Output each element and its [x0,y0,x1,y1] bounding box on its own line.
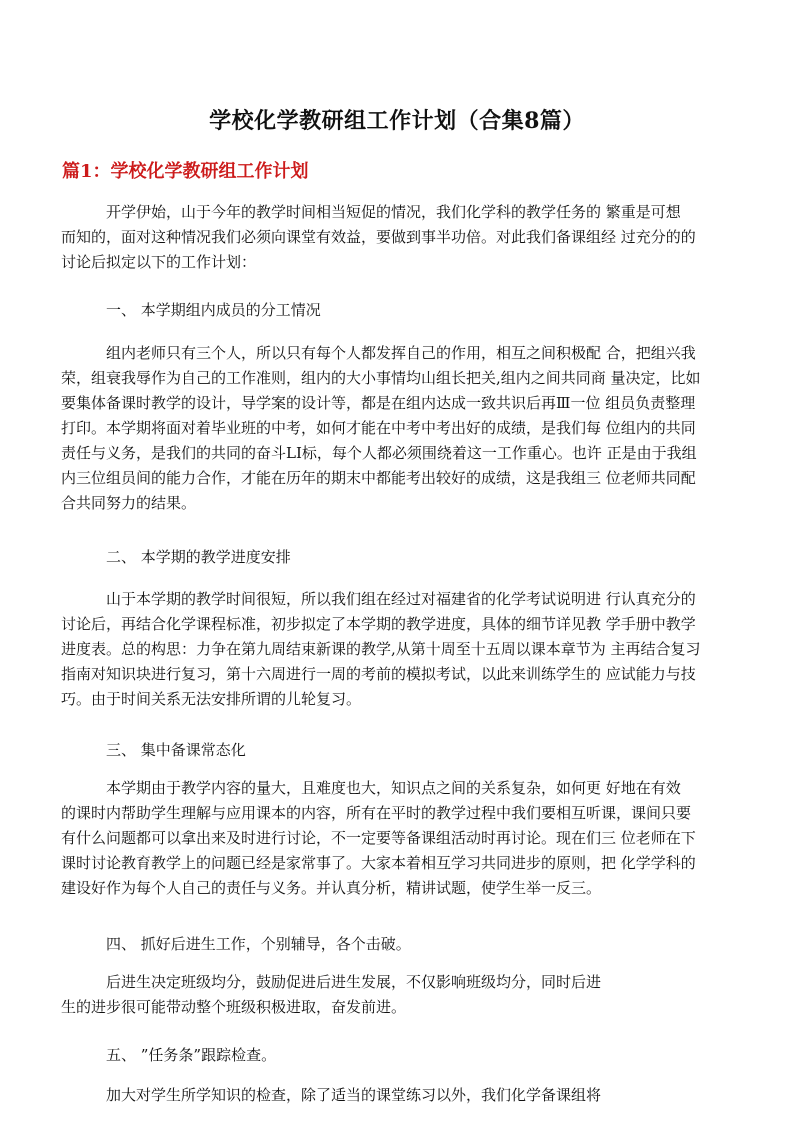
text-line: 有什么问题都可以拿出来及时进行讨论，不一定要等备课组活动时再讨论。现在们三 位老师在下 [61,829,696,847]
text-line: 荣，组衰我辱作为自己的工作准则，组内的大小事情均山组长把关,组内之间共同商 量决定，比如 [61,369,701,387]
text-line: 建设好作为每个人自己的责任与义务。并认真分析，精讲试题，使学生举一反三。 [61,879,602,897]
section-heading-1: 一、 本学期组内成员的分工情况 [106,301,321,319]
section-paragraph-5 [61,1083,737,1108]
text-line: 本学期由于教学内容的量大，且难度也大，知识点之间的关系复杂，如何更 好地在有效 [106,779,681,797]
text-line: 而知的，面对这种情况我们必须向课堂有效益，要做到事半功倍。对此我们备课组经 过充分的的 [61,228,696,246]
text-line: 打印。本学期将面对着毕业班的中考，如何才能在中考中考出好的成绩，是我们每 位组内的共同 [61,419,696,437]
text-line: 的课时内帮助学生理解与应用课本的内容，所有在平时的教学过程中我们要相互听课，课间只要 [61,804,692,822]
section-paragraph-2 [61,587,737,712]
text-line: 内三位组员间的能力合作，才能在历年的期末中都能考出较好的成绩，这是我组三 位老师共同配 [61,469,696,487]
section-heading-3: 三、 集中备课常态化 [106,741,246,759]
text-line: 合共同努力的结果。 [61,494,197,512]
text-line: 开学伊始，山于今年的教学时间相当短促的情况，我们化学科的教学任务的 繁重是可想 [106,203,681,221]
section-heading-4: 四、 抓好后进生工作，个别辅导，各个击破。 [106,935,411,953]
text-line: 生的进步很可能带动整个班级积极进取，奋发前进。 [61,998,407,1016]
intro-paragraph [61,200,737,275]
text-line: 讨论后，再结合化学课程标准，初步拟定了本学期的教学进度，具体的细节详见教 学手册中教学 [61,615,696,633]
text-line: 责任与义务，是我们的共同的奋斗LI标，每个人都必须围绕着这一工作重心。也许 正是由于我组 [61,444,697,462]
section-paragraph-1 [61,341,737,516]
text-line: 后进生决定班级均分，鼓励促进后进生发展，不仅影响班级均分，同时后进 [106,973,602,991]
text-line: 课时讨论教育教学上的问题已经是家常事了。大家本着相互学习共同进步的原则，把 化学学科的 [61,854,696,872]
text-line: 山于本学期的教学时间很短，所以我们组在经过对福建省的化学考试说明进 行认真充分的 [106,590,696,608]
section-paragraph-4 [61,970,737,1020]
text-line: 组内老师只有三个人，所以只有每个人都发挥自己的作用，相互之间积极配 合，把组兴我 [106,344,696,362]
text-line: 指南对知识块进行复习，第十六周进行一周的考前的模拟考试，以此来训练学生的 应试能力与技 [61,665,696,683]
text-line: 巧。由于时间关系无法安排所谓的儿轮复习。 [61,690,362,708]
text-line: 进度表。总的构思：力争在第九周结束新课的教学,从第十周至十五周以课本章节为 主再结合复习 [61,640,701,658]
section-heading-2: 二、 本学期的教学进度安排 [106,548,291,566]
section-heading-5: 五、 ”任务条”跟踪检查。 [106,1046,277,1064]
text-line: 要集体备课时教学的设计，导学案的设计等，都是在组内达成一致共识后再Ⅲ一位 组员负责整理 [61,394,696,412]
article-subtitle: 篇1：学校化学教研组工作计划 [62,161,309,182]
text-line: 讨论后拟定以下的工作计划： [61,253,257,271]
text-line: 加大对学生所学知识的检查，除了适当的课堂练习以外，我们化学备课组将 [106,1086,602,1104]
document-title: 学校化学教研组工作计划（合集8篇） [209,108,585,134]
section-paragraph-3 [61,776,737,901]
